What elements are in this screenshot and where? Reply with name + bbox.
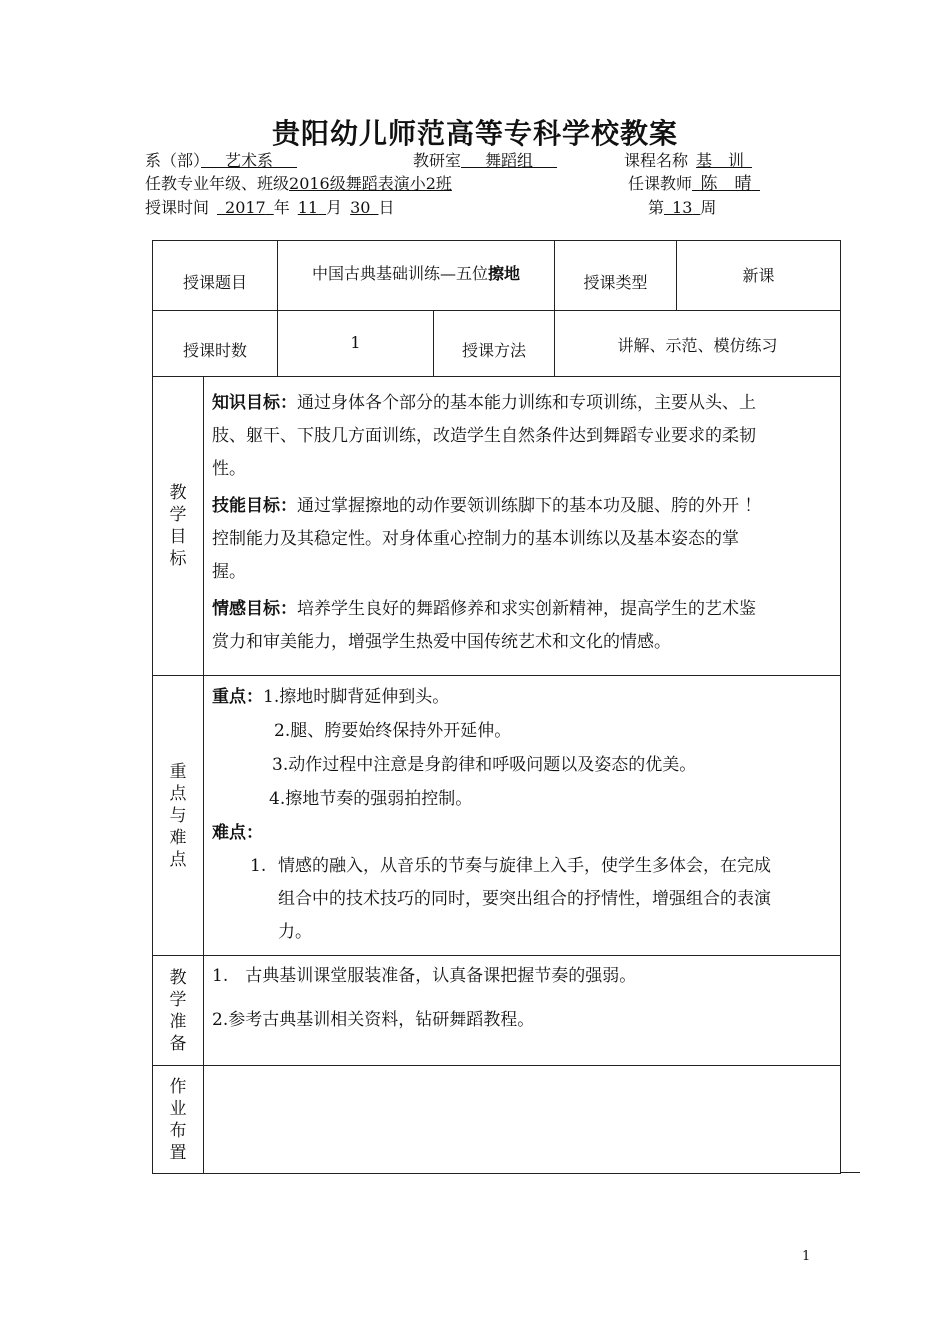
prep-item-1: 1. 古典基训课堂服装准备，认真备课把握节奏的强弱。 (212, 966, 637, 986)
office-value: 舞蹈组 (485, 151, 534, 170)
dept-label: 系（部） (145, 151, 202, 170)
method-value: 讲解、示范、模仿练习 (617, 336, 778, 355)
office-row (413, 150, 557, 172)
topic-value-cell (278, 241, 555, 311)
emotion-goal: 情感目标：培养学生良好的舞蹈修养和求实创新精神，提高学生的艺术鉴 赏力和审美能力，增强学生热爱中国传统艺术和文化的情感。 (212, 599, 756, 652)
key-point-3: 3.动作过程中注意是身韵律和呼吸问题以及姿态的优美。 (272, 755, 697, 775)
key-points-label: 重点： (212, 687, 263, 707)
day-value: 30 (350, 198, 371, 217)
year-value: 2017 (225, 198, 266, 217)
prep-label: 教 学 准 备 (153, 956, 204, 1066)
week-suffix: 周 (700, 198, 717, 217)
type-value-cell (677, 241, 841, 311)
goals-label: 教 学 目 标 (153, 377, 204, 676)
goals-content (204, 377, 841, 676)
knowledge-goal: 知识目标：通过身体各个部分的基本能力训练和专项训练，主要从头、上 肢、躯干、下肢几方面训练，改造学生自然条件达到舞蹈专业要求的柔韧 性。 (212, 393, 756, 479)
homework-content (204, 1066, 841, 1174)
teacher-label: 任课教师 (628, 174, 693, 193)
method-label-cell (434, 311, 555, 377)
difficult-point-1: 1. 情感的融入，从音乐的节奏与旋律上入手，使学生多体会，在完成 组合中的技术技巧的同时，要突出组合的抒情性，增强组合的表演 力。 (250, 856, 771, 942)
month-value: 11 (297, 198, 319, 217)
type-value: 新课 (742, 266, 775, 285)
dept-row (145, 150, 297, 172)
type-label-cell (555, 241, 677, 311)
teacher-value: 陈 晴 (700, 174, 752, 194)
document-title: 贵阳幼儿师范高等专科学校教案 (271, 117, 678, 150)
day-unit: 日 (378, 198, 395, 217)
homework-row (153, 1066, 841, 1174)
hours-label: 授课时数 (183, 341, 248, 360)
focus-row (153, 676, 841, 956)
hours-value-cell (278, 311, 434, 377)
topic-row (153, 241, 841, 311)
month-unit: 月 (326, 198, 343, 217)
key-point-1: 1.擦地时脚背延伸到头。 (263, 687, 450, 707)
topic-value-bold: 擦地 (488, 264, 521, 283)
year-unit: 年 (273, 198, 290, 217)
type-label: 授课类型 (583, 273, 648, 292)
course-label: 课程名称 (624, 151, 689, 170)
prep-row (153, 956, 841, 1066)
focus-label: 重 点 与 难 点 (153, 676, 204, 956)
topic-value: 中国古典基础训练—五位 (312, 264, 489, 283)
prep-content (204, 956, 841, 1066)
method-label: 授课方法 (462, 341, 527, 360)
goals-row (153, 377, 841, 676)
time-row (145, 197, 395, 219)
key-point-4: 4.擦地节奏的强弱拍控制。 (269, 789, 473, 809)
class-value: 2016级舞蹈表演小2班 (289, 174, 452, 193)
week-row (648, 197, 716, 219)
week-value: 13 (672, 198, 693, 217)
difficult-label: 难点： (212, 823, 263, 843)
page-number: 1 (802, 1249, 811, 1264)
key-point-2: 2.腿、胯要始终保持外开延伸。 (274, 721, 512, 741)
course-value: 基 训 (696, 151, 745, 170)
prep-item-2: 2.参考古典基训相关资料，钻研舞蹈教程。 (212, 1010, 535, 1030)
hours-row (153, 311, 841, 377)
time-label: 授课时间 (145, 198, 210, 217)
class-row (145, 173, 452, 195)
course-row (624, 150, 752, 172)
skill-goal: 技能目标：通过掌握擦地的动作要领训练脚下的基本功及腿、胯的外开 ！ 控制能力及其稳定性。对身体重心控制力的基本训练以及基本姿态的掌 握。 (212, 496, 762, 582)
topic-label: 授课题目 (183, 273, 248, 292)
office-label: 教研室 (413, 151, 462, 170)
homework-label: 作 业 布 置 (153, 1066, 204, 1174)
table-edge-line (840, 1172, 860, 1173)
focus-content (204, 676, 841, 956)
lesson-plan-table (152, 240, 841, 1174)
teacher-row (628, 173, 760, 195)
week-prefix: 第 (648, 198, 665, 217)
method-value-cell (555, 311, 841, 377)
topic-label-cell (153, 241, 278, 311)
hours-label-cell (153, 311, 278, 377)
dept-value: 艺术系 (225, 151, 274, 170)
class-label: 任教专业年级、班级 (145, 174, 290, 193)
hours-value: 1 (350, 333, 361, 352)
